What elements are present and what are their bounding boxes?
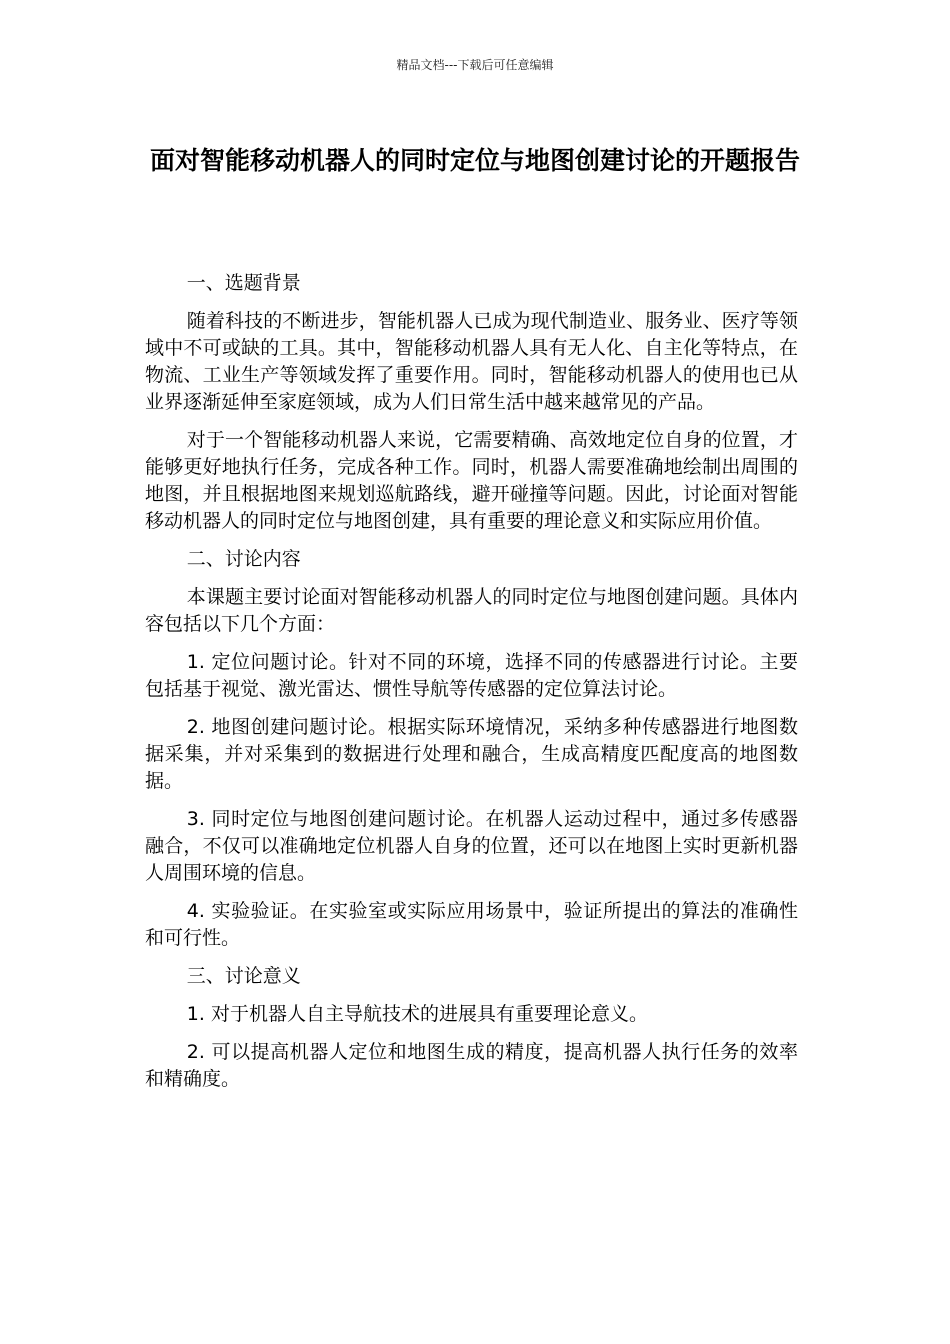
- list-item: 4. 实验验证。在实验室或实际应用场景中，验证所提出的算法的准确性和可行性。: [145, 900, 798, 949]
- list-item: 2. 可以提高机器人定位和地图生成的精度，提高机器人执行任务的效率和精确度。: [145, 1041, 798, 1090]
- section-heading-background: 一、选题背景: [186, 272, 301, 294]
- list-item: 2. 地图创建问题讨论。根据实际环境情况，采纳多种传感器进行地图数据采集，并对采集到的数据进行处理和融合，生成高精度匹配度高的地图数据。: [145, 716, 798, 792]
- list-item: 1. 对于机器人自主导航技术的进展具有重要理论意义。: [186, 1003, 648, 1025]
- header-note: 精品文档---下载后可任意编辑: [396, 58, 554, 72]
- section-heading-significance: 三、讨论意义: [186, 965, 301, 987]
- section-heading-content: 二、讨论内容: [186, 548, 301, 570]
- paragraph: 本课题主要讨论面对智能移动机器人的同时定位与地图创建问题。具体内容包括以下几个方面：: [145, 586, 798, 635]
- document-body: [145, 270, 798, 1104]
- list-item: 1. 定位问题讨论。针对不同的环境，选择不同的传感器进行讨论。主要包括基于视觉、激光雷达、惯性导航等传感器的定位算法讨论。: [145, 651, 798, 700]
- paragraph: 随着科技的不断进步，智能机器人已成为现代制造业、服务业、医疗等领域中不可或缺的工具。其中，智能移动机器人具有无人化、自主化等特点，在物流、工业生产等领域发挥了重要作用。同时，智能移动机器人的使用也已从业界逐渐延伸至家庭领域，成为人们日常生活中越来越常见的产品。: [145, 310, 798, 413]
- paragraph: 对于一个智能移动机器人来说，它需要精确、高效地定位自身的位置，才能够更好地执行任务，完成各种工作。同时，机器人需要准确地绘制出周围的地图，并且根据地图来规划巡航路线，避开碰撞等问题。因此，讨论面对智能移动机器人的同时定位与地图创建，具有重要的理论意义和实际应用价值。: [145, 429, 798, 532]
- list-item: 3. 同时定位与地图创建问题讨论。在机器人运动过程中，通过多传感器融合，不仅可以准确地定位机器人自身的位置，还可以在地图上实时更新机器人周围环境的信息。: [145, 808, 798, 884]
- document-title: 面对智能移动机器人的同时定位与地图创建讨论的开题报告: [149, 146, 800, 175]
